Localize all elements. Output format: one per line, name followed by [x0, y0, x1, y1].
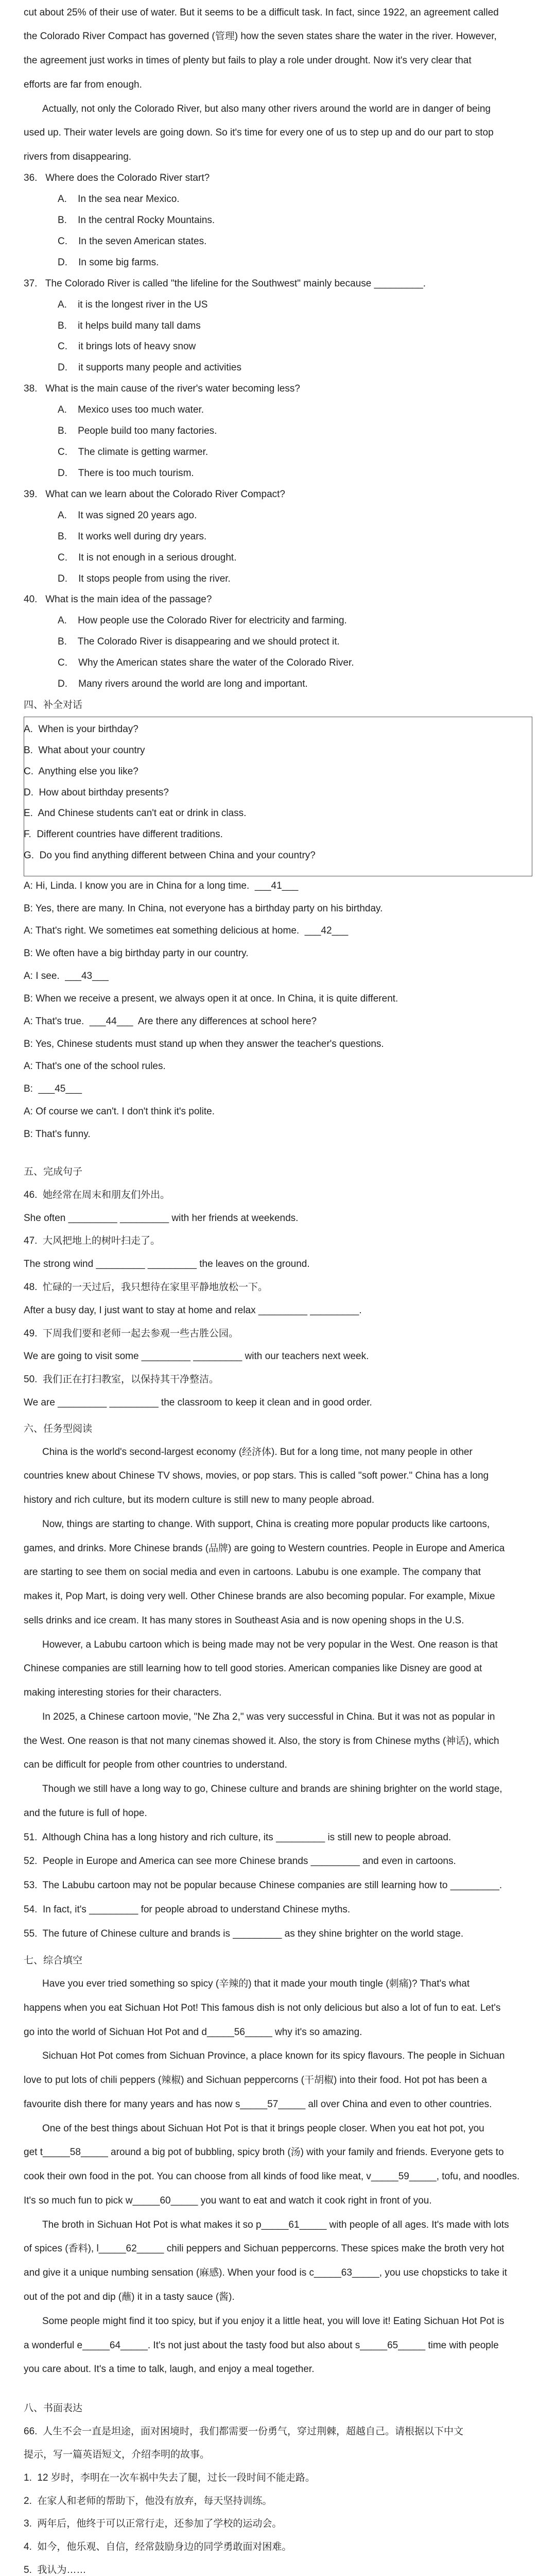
text-line: After a busy day, I just want to stay at home and relax _________ _________. [24, 1305, 362, 1316]
answer-option: B. It works well during dry years. [58, 531, 207, 542]
answer-option: B. In the central Rocky Mountains. [58, 215, 215, 226]
answer-option: B. People build too many factories. [58, 426, 217, 436]
answer-option: D. There is too much tourism. [58, 468, 194, 479]
text-line: countries knew about Chinese TV shows, movies, or pop stars. This is called "soft power." China has a long [24, 1470, 489, 1481]
text-line: Sichuan Hot Pot comes from Sichuan Province, a place known for its spicy flavours. The people in Sichuan [42, 2050, 505, 2061]
text-line: used up. Their water levels are going down. So it's time for every one of us to step up and do our part to stop [24, 127, 494, 138]
text-line: 36. Where does the Colorado River start? [24, 173, 210, 183]
text-line: the West. One reason is that not many cinemas showed it. Also, the story is from Chinese myths (神话), which [24, 1736, 499, 1747]
text-line: are starting to see them on social media and even in cartoons. Labubu is one example. The company that [24, 1567, 481, 1578]
answer-option: A. In the sea near Mexico. [58, 194, 180, 205]
text-line: We are going to visit some _________ _________ with our teachers next week. [24, 1351, 369, 1362]
answer-option: B. it helps build many tall dams [58, 320, 201, 331]
text-line: Though we still have a long way to go, Chinese culture and brands are shining brighter on the world stage, [42, 1784, 502, 1794]
text-line: making interesting stories for their characters. [24, 1687, 222, 1698]
answer-option: A. it is the longest river in the US [58, 299, 208, 310]
section-heading: 四、补全对话 [24, 700, 83, 710]
text-line: 55. The future of Chinese culture and brands is _________ as they shine brighter on the world stage. [24, 1928, 464, 1939]
text-line: happens when you eat Sichuan Hot Pot! This famous dish is not only delicious but also a lot of fun to eat. Let's [24, 2003, 501, 2013]
text-line: 提示，写一篇英语短文，介绍李明的故事。 [24, 2449, 210, 2460]
answer-option: A. Mexico uses too much water. [58, 404, 204, 415]
text-line: B: Yes, Chinese students must stand up when they answer the teacher's questions. [24, 1039, 384, 1049]
text-line: go into the world of Sichuan Hot Pot and d_____56_____ why it's so amazing. [24, 2027, 362, 2038]
text-line: 39. What can we learn about the Colorado River Compact? [24, 489, 285, 500]
text-line: 38. What is the main cause of the river's water becoming less? [24, 383, 300, 394]
text-line: However, a Labubu cartoon which is being made may not be very popular in the West. One reason is that [42, 1639, 498, 1650]
answer-option: D. In some big farms. [58, 257, 159, 268]
text-line: F. Different countries have different traditions. [24, 829, 223, 840]
text-line: 51. Although China has a long history and rich culture, its _________ is still new to people abroad. [24, 1832, 451, 1843]
text-line: efforts are far from enough. [24, 79, 142, 90]
text-line: A. When is your birthday? [24, 724, 138, 735]
text-line: 1. 12 岁时，李明在一次车祸中失去了腿，过长一段时间不能走路。 [24, 2472, 315, 2483]
text-line: A: Hi, Linda. I know you are in China for a long time. ___41___ [24, 880, 299, 891]
text-line: A: That's true. ___44___ Are there any differences at school here? [24, 1016, 317, 1027]
answer-option: A. How people use the Colorado River for electricity and farming. [58, 615, 347, 626]
text-line: The strong wind _________ _________ the leaves on the ground. [24, 1259, 310, 1269]
text-line: We are _________ _________ the classroom to keep it clean and in good order. [24, 1397, 372, 1408]
text-line: history and rich culture, but its modern culture is still new to many people abroad. [24, 1495, 375, 1505]
text-line: rivers from disappearing. [24, 151, 132, 162]
text-line: In 2025, a Chinese cartoon movie, "Ne Zha 2," was very successful in China. But it was not as popular in [42, 1711, 495, 1722]
text-line: Have you ever tried something so spicy (辛辣的) that it made your mouth tingle (刺痛)? That's what [42, 1978, 470, 1989]
text-line: 50. 我们正在打扫教室，以保持其干净整洁。 [24, 1374, 219, 1385]
text-line: 37. The Colorado River is called "the lifeline for the Southwest" mainly because _________. [24, 278, 426, 289]
text-line: C. Anything else you like? [24, 766, 138, 777]
text-line: 40. What is the main idea of the passage? [24, 594, 212, 605]
answer-option: C. It is not enough in a serious drought. [58, 552, 237, 563]
text-line: D. How about birthday presents? [24, 787, 169, 798]
text-line: of spices (香料), l_____62_____ chili peppers and Sichuan peppercorns. These spices make the broth very hot [24, 2243, 505, 2254]
text-line: games, and drinks. More Chinese brands (品牌) are going to Western countries. People in Europe and America [24, 1543, 505, 1554]
text-line: sells drinks and ice cream. It has many stores in Southeast Asia and is now opening shops in the U.S. [24, 1615, 464, 1626]
answer-option: C. In the seven American states. [58, 236, 207, 247]
text-line: 48. 忙碌的一天过后，我只想待在家里平静地放松一下。 [24, 1282, 268, 1293]
text-line: One of the best things about Sichuan Hot Pot is that it brings people closer. When you eat hot pot, you [42, 2123, 484, 2134]
text-line: you care about. It's a time to talk, laugh, and enjoy a meal together. [24, 2364, 315, 2375]
text-line: A: Of course we can't. I don't think it's polite. [24, 1106, 215, 1117]
text-line: She often _________ _________ with her friends at weekends. [24, 1213, 299, 1224]
answer-option: B. The Colorado River is disappearing and we should protect it. [58, 636, 340, 647]
text-line: cook their own food in the pot. You can choose from all kinds of food like meat, v_____59_____, tofu, and noodles. [24, 2171, 520, 2182]
text-line: 2. 在家人和老师的帮助下，他没有放弃，每天坚持训练。 [24, 2496, 272, 2506]
text-line: 5. 我认为…… [24, 2565, 86, 2575]
text-line: and give it a unique numbing sensation (麻感). When your food is c_____63_____, you use chopsticks to take it [24, 2267, 507, 2278]
text-line: Now, things are starting to change. With support, China is creating more popular products like cartoons, [42, 1519, 490, 1530]
text-line: B: ___45___ [24, 1083, 82, 1094]
answer-option: C. it brings lots of heavy snow [58, 341, 196, 352]
text-line: cut about 25% of their use of water. But it seems to be a difficult task. In fact, since 1922, an agreement called [24, 7, 499, 18]
text-line: Some people might find it too spicy, but if you enjoy it a little heat, you will love it! Eating Sichuan Hot Pot is [42, 2316, 505, 2327]
text-line: China is the world's second-largest economy (经济体). But for a long time, not many people in other [42, 1447, 473, 1458]
text-line: 52. People in Europe and America can see more Chinese brands _________ and even in cartoons. [24, 1856, 456, 1867]
text-line: A: I see. ___43___ [24, 971, 109, 981]
text-line: the Colorado River Compact has governed (管理) how the seven states share the water in the river. However, [24, 31, 497, 42]
text-line: 53. The Labubu cartoon may not be popular because Chinese companies are still learning how to _________. [24, 1880, 502, 1891]
text-line: B: When we receive a present, we always open it at once. In China, it is quite different. [24, 993, 398, 1004]
text-line: A: That's one of the school rules. [24, 1061, 166, 1072]
section-heading: 八、书面表达 [24, 2403, 83, 2414]
answer-option: D. Many rivers around the world are long and important. [58, 679, 308, 689]
text-line: G. Do you find anything different between China and your country? [24, 850, 316, 861]
section-heading: 七、综合填空 [24, 1955, 83, 1966]
section-heading: 六、任务型阅读 [24, 1423, 93, 1434]
text-line: 3. 两年后，他终于可以正常行走，还参加了学校的运动会。 [24, 2518, 282, 2529]
text-line: E. And Chinese students can't eat or drink in class. [24, 808, 247, 819]
text-line: get t_____58_____ around a big pot of bubbling, spicy broth (汤) with your family and friends. Everyone gets to [24, 2147, 504, 2158]
text-line: Actually, not only the Colorado River, but also many other rivers around the world are in danger of being [42, 104, 491, 114]
text-line: and the future is full of hope. [24, 1808, 147, 1819]
answer-option: C. The climate is getting warmer. [58, 447, 208, 457]
text-line: 49. 下周我们要和老师一起去参观一些古胜公园。 [24, 1328, 238, 1339]
section-heading: 五、完成句子 [24, 1166, 83, 1177]
text-line: 66. 人生不会一直是坦途，面对困境时，我们都需要一份勇气，穿过荆棘，超越自己。请根据以下中文 [24, 2426, 463, 2437]
answer-option: D. it supports many people and activities [58, 362, 241, 373]
answer-option: D. It stops people from using the river. [58, 573, 231, 584]
answer-option: A. It was signed 20 years ago. [58, 510, 197, 521]
text-line: love to put lots of chili peppers (辣椒) and Sichuan peppercorns (干胡椒) into their food. Hot pot has been a [24, 2075, 487, 2086]
text-line: A: That's right. We sometimes eat something delicious at home. ___42___ [24, 925, 349, 936]
text-line: B: We often have a big birthday party in our country. [24, 948, 249, 959]
text-line: can be difficult for people from other countries to understand. [24, 1759, 287, 1770]
text-line: It's so much fun to pick w_____60_____ you want to eat and watch it cook right in front of you. [24, 2195, 432, 2206]
text-line: 46. 她经常在周末和朋友们外出。 [24, 1190, 170, 1200]
text-line: B: Yes, there are many. In China, not everyone has a birthday party on his birthday. [24, 903, 383, 914]
text-line: Chinese companies are still learning how to tell good stories. American companies like Disney are good at [24, 1663, 482, 1674]
text-line: 54. In fact, it's _________ for people abroad to understand Chinese myths. [24, 1904, 351, 1915]
text-line: makes it, Pop Mart, is doing very well. Other Chinese brands are also becoming popular. For example, Mixue [24, 1591, 495, 1602]
text-line: favourite dish there for many years and has now s_____57_____ all over China and even to other countries. [24, 2099, 492, 2110]
text-line: 47. 大风把地上的树叶扫走了。 [24, 1235, 160, 1246]
text-line: the agreement just works in times of plenty but fails to play a role under drought. Now it's very clear that [24, 55, 472, 66]
text-line: out of the pot and dip (蘸) it in a tasty sauce (酱). [24, 2292, 235, 2302]
text-line: B. What about your country [24, 745, 145, 756]
text-line: 4. 如今，他乐观、自信，经常鼓励身边的同学勇敢面对困难。 [24, 2541, 292, 2552]
text-line: a wonderful e_____64_____. It's not just about the tasty food but also about s_____65_____ time with people [24, 2340, 499, 2351]
text-line: B: That's funny. [24, 1129, 91, 1140]
answer-option: C. Why the American states share the water of the Colorado River. [58, 657, 354, 668]
text-line: The broth in Sichuan Hot Pot is what makes it so p_____61_____ with people of all ages. It's made with lots [42, 2219, 509, 2230]
